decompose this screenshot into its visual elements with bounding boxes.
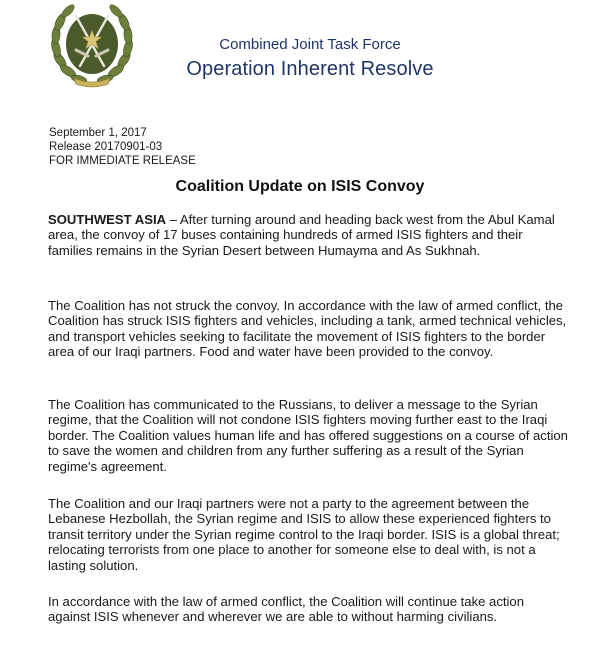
release-type: FOR IMMEDIATE RELEASE — [49, 155, 196, 167]
dateline: SOUTHWEST ASIA — [48, 212, 167, 227]
cjtf-oir-seal-icon — [46, 0, 138, 92]
org-title: Operation Inherent Resolve — [186, 58, 434, 80]
paragraph-2: The Coalition has not struck the convoy. In accordance with the law of armed conflict, the Coalition has struck ISIS fighters and vehicles, including a tank, armed technical vehicles, and transport vehicles seeking to facilitate the movement of ISIS fighters to the border area of our Iraqi partners. Food and water have been provided to the convoy. — [48, 298, 567, 360]
paragraph-5: In accordance with the law of armed conflict, the Coalition will continue take action against ISIS whenever and wherever we are able to without harming civilians. — [48, 594, 524, 625]
headline: Coalition Update on ISIS Convoy — [175, 178, 425, 195]
paragraph-1-text: – After turning around and heading back west from the Abul Kamal area, the convoy of 17 buses containing hundreds of armed ISIS fighters and their families remains in the Syrian Desert between Humayma and As Sukhnah. — [48, 212, 555, 258]
release-number: Release 20170901-03 — [49, 141, 163, 153]
paragraph-1 — [48, 212, 568, 258]
paragraph-3: The Coalition has communicated to the Russians, to deliver a message to the Syrian regime, that the Coalition will not condone ISIS fighters moving further east to the Iraqi border. The Coalition values human life and has offered suggestions on a course of action to save the women and children from any further suffering as a result of the Syrian regime's agreement. — [48, 397, 568, 474]
paragraph-4: The Coalition and our Iraqi partners were not a party to the agreement between the Lebanese Hezbollah, the Syrian regime and ISIS to allow these experienced fighters to transit territory under the Syrian regime control to the Iraqi border. ISIS is a global threat; relocating terrorists from one place to another for someone else to deal with, is not a lasting solution. — [48, 496, 560, 573]
release-meta — [49, 126, 196, 168]
release-date: September 1, 2017 — [49, 127, 147, 139]
org-subtitle: Combined Joint Task Force — [219, 36, 401, 53]
